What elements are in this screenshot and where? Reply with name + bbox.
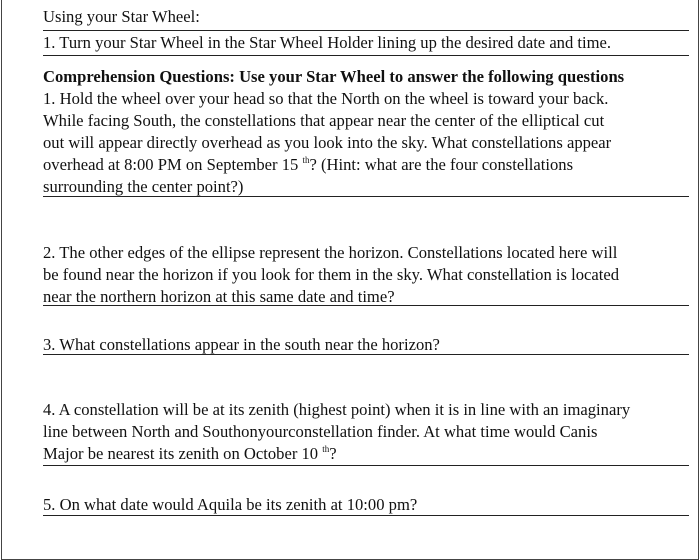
q4-line: Major be nearest its zenith on October 10 $^{th}$? [43,444,337,463]
q1-line: out will appear directly overhead as you look into the sky. What constellations appear [43,133,612,152]
answer-line-3[interactable] [43,354,689,355]
divider [43,55,689,56]
heading: Using your Star Wheel: [43,7,200,26]
q1-line: While facing South, the constellations that appear near the center of the elliptical cut [43,111,605,130]
q4-line: line between North and Southonyourconstellation finder. At what time would Canis [43,422,598,441]
answer-line-1[interactable] [43,196,689,197]
q1-line: 1. Hold the wheel over your head so that the North on the wheel is toward your back. [43,89,609,108]
q4-line: 4. A constellation will be at its zenith (highest point) when it is in line with an imaginary [43,400,631,419]
q2-line: 2. The other edges of the ellipse represent the horizon. Constellations located here will [43,243,618,262]
question-3: 3. What constellations appear in the south near the horizon? [43,335,440,354]
question-4 [43,399,691,465]
step-1: 1. Turn your Star Wheel in the Star Wheel Holder lining up the desired date and time. [43,33,612,52]
q1-line: overhead at 8:00 PM on September 15 $^{th}$? (Hint: what are the four constellations [43,155,574,174]
question-5: 5. On what date would Aquila be its zenith at 10:00 pm? [43,495,418,514]
divider [43,30,689,31]
answer-line-5[interactable] [43,515,689,516]
question-2 [43,242,691,308]
comprehension-title: Comprehension Questions: Use your Star Wheel to answer the following questions [43,67,625,86]
answer-line-4[interactable] [43,465,689,466]
answer-line-2[interactable] [43,305,689,306]
q2-line: near the northern horizon at this same date and time? [43,287,395,306]
question-1 [43,66,691,198]
q2-line: be found near the horizon if you look for them in the sky. What constellation is located [43,265,620,284]
q1-line: surrounding the center point?) [43,177,244,196]
